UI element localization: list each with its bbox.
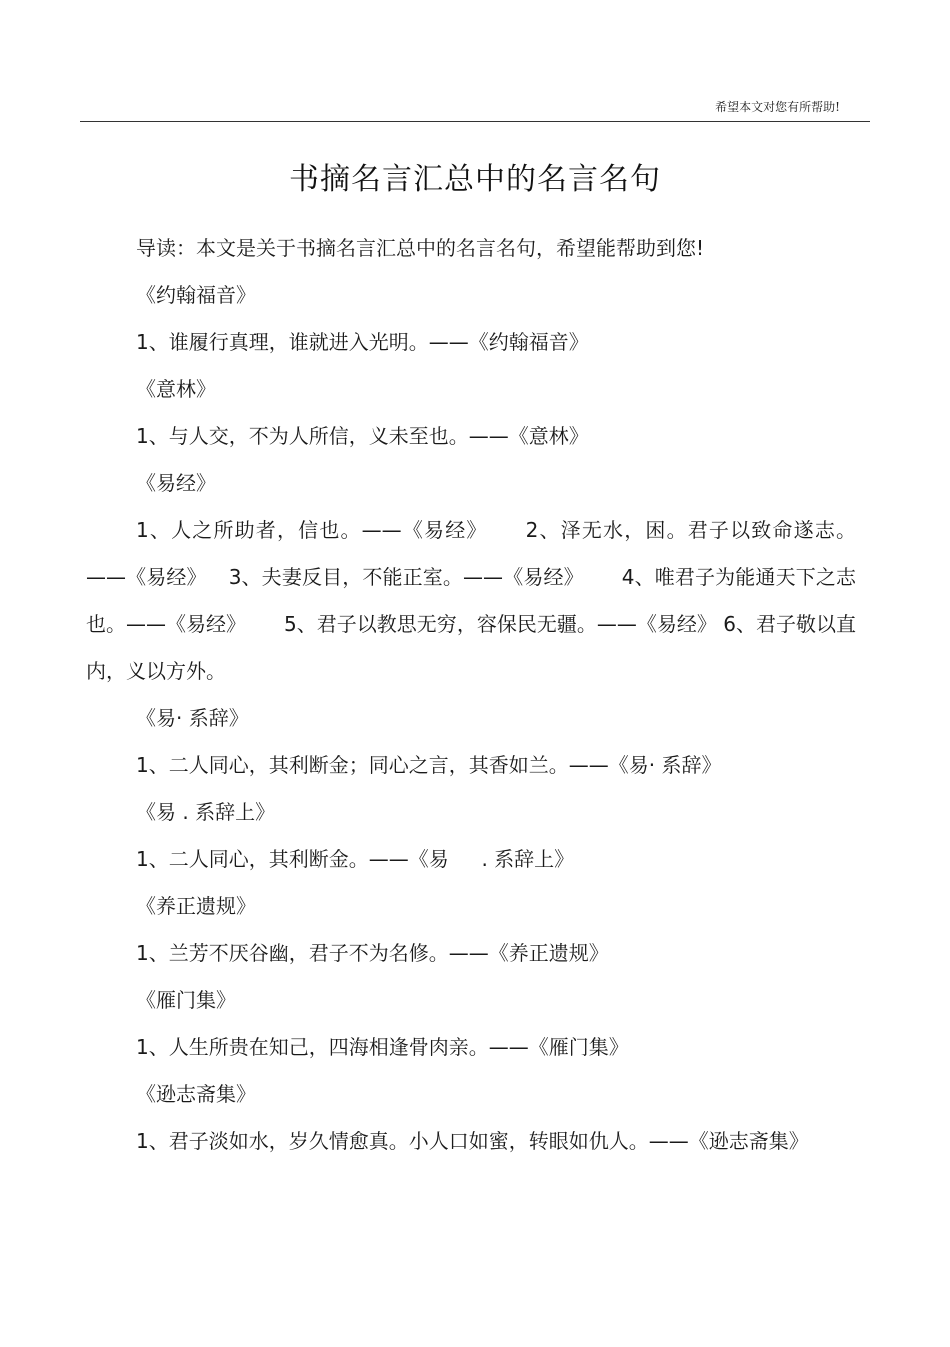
section-heading: 《约翰福音》 [136, 283, 256, 307]
section-heading: 《雁门集》 [136, 988, 236, 1012]
quote-item: 1、人之所助者，信也。——《易经》 [136, 518, 488, 542]
intro-text: 导读：本文是关于书摘名言汇总中的名言名句，希望能帮助到您! [136, 236, 705, 260]
quote-paragraph [86, 507, 856, 695]
page-title: 书摘名言汇总中的名言名句 [289, 162, 661, 197]
header-note: 希望本文对您有所帮助! [715, 100, 840, 114]
section-heading: 《易· 系辞》 [136, 706, 249, 730]
quote-line: 1、与人交，不为人所信，义未至也。——《意林》 [136, 424, 589, 448]
section-heading: 《意林》 [136, 377, 216, 401]
quote-line: 1、二人同心，其利断金；同心之言，其香如兰。——《易· 系辞》 [136, 753, 722, 777]
section-heading: 《易 . 系辞上》 [136, 800, 276, 824]
quote-item: 6、君子敬以直内，义以方外。 [86, 612, 857, 683]
quote-paragraph: 1、君子淡如水，岁久情愈真。小人口如蜜，转眼如仇人。——《逊志斋集》 [136, 1129, 809, 1153]
quote-item: 2、泽无水，困。君子以致命遂志。——《易经》 [86, 518, 856, 589]
header-divider [80, 121, 870, 122]
section-heading: 《易经》 [136, 471, 216, 495]
quote-item: 5、君子以教思无穷，容保民无疆。——《易经》 [284, 612, 717, 636]
quote-line: 1、兰芳不厌谷幽，君子不为名修。——《养正遗规》 [136, 941, 609, 965]
section-heading: 《养正遗规》 [136, 894, 256, 918]
quote-line: 1、谁履行真理，谁就进入光明。——《约翰福音》 [136, 330, 589, 354]
quote-item: 3、夫妻反目，不能正室。——《易经》 [228, 565, 584, 589]
quote-item: 4、唯君子为能通天下之志也。——《易经》 [86, 565, 856, 636]
quote-line: 1、二人同心，其利断金。——《易 . 系辞上》 [136, 847, 575, 871]
quote-line: 1、人生所贵在知己，四海相逢骨肉亲。——《雁门集》 [136, 1035, 629, 1059]
section-heading: 《逊志斋集》 [136, 1082, 256, 1106]
document-body [86, 225, 856, 1165]
